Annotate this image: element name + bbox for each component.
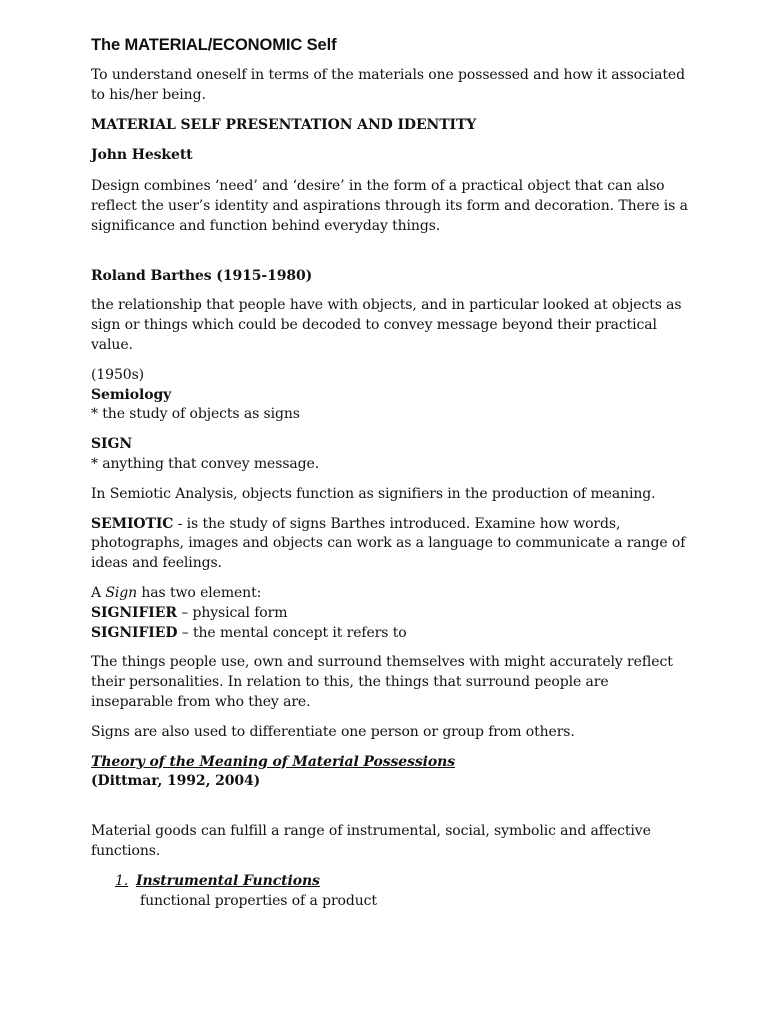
semiology-era: (1950s) <box>91 366 145 383</box>
barthes-paragraph: the relationship that people have with objects, and in particular looked at objects as sign or things which could be decoded to convey message beyond their practical value. <box>91 297 682 353</box>
semiotic-paragraph <box>91 515 691 574</box>
theory-title: Theory of the Meaning of Material Possessions <box>91 753 455 770</box>
list-item-number: 1. <box>115 872 129 889</box>
list-item-title: Instrumental Functions <box>136 872 320 889</box>
theory-citation: (Dittmar, 1992, 2004) <box>91 773 261 790</box>
lead-a: A <box>91 584 106 601</box>
heskett-heading: John Heskett <box>91 147 193 164</box>
heskett-paragraph: Design combines ‘need’ and ‘desire’ in the form of a practical object that can also reflect the user’s identity and aspirations through its form and decoration. There is a significance and function behind everyday things. <box>91 178 688 234</box>
intro-paragraph: To understand oneself in terms of the materials one possessed and how it associated to his/her being. <box>91 67 685 103</box>
semiotic-term: SEMIOTIC <box>91 515 174 532</box>
theory-block <box>91 753 691 793</box>
list-item-description: functional properties of a product <box>140 892 377 909</box>
document-page <box>91 32 691 911</box>
sign-elements-lead <box>91 584 691 604</box>
lead-sign-word: Sign <box>105 584 138 601</box>
list-item <box>115 872 691 892</box>
section-heading-material-self: MATERIAL SELF PRESENTATION AND IDENTITY <box>91 116 477 133</box>
signified-term: SIGNIFIED <box>91 624 178 641</box>
signified-definition: – the mental concept it refers to <box>177 624 407 641</box>
semiotic-analysis-paragraph: In Semiotic Analysis, objects function as signifiers in the production of meaning. <box>91 485 656 502</box>
sign-block <box>91 435 691 475</box>
signifier-line <box>91 604 691 624</box>
semiology-definition: * the study of objects as signs <box>91 406 300 423</box>
page-title: The MATERIAL/ECONOMIC Self <box>91 36 337 54</box>
signifier-term: SIGNIFIER <box>91 604 177 621</box>
signified-line <box>91 624 691 644</box>
barthes-heading: Roland Barthes (1915-1980) <box>91 267 313 284</box>
sign-term: SIGN <box>91 436 133 453</box>
signs-differentiate-paragraph: Signs are also used to differentiate one person or group from others. <box>91 723 575 740</box>
signifier-definition: – physical form <box>176 604 288 621</box>
material-goods-paragraph: Material goods can fulfill a range of instrumental, social, symbolic and affective functions. <box>91 823 651 859</box>
sign-definition: * anything that convey message. <box>91 455 320 472</box>
semiotic-definition: - is the study of signs Barthes introduced. Examine how words, photographs, images and objects can work as a language to communicate a range of ideas and feelings. <box>91 515 686 572</box>
lead-rest: has two element: <box>137 584 262 601</box>
functions-list <box>91 872 691 912</box>
things-people-use-paragraph: The things people use, own and surround themselves with might accurately reflect their personalities. In relation to this, the things that surround people are inseparable from who they are. <box>91 654 673 710</box>
sign-elements-block <box>91 584 691 643</box>
semiology-term: Semiology <box>91 386 172 403</box>
semiology-block <box>91 366 691 425</box>
